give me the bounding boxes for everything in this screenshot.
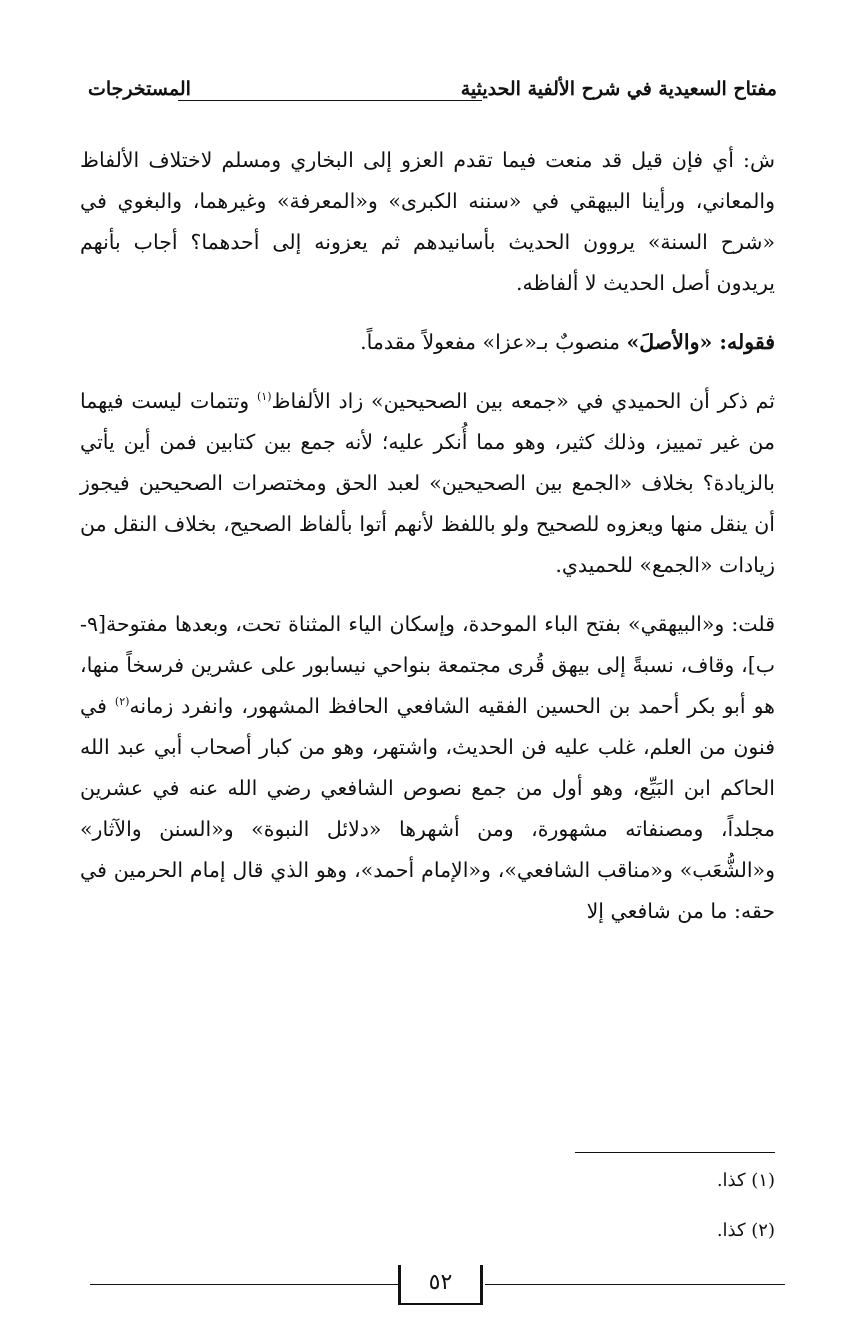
header-rule [178, 100, 482, 101]
footnote-separator [575, 1152, 775, 1153]
paragraph-4-part-2: في فنون من العلم، غلب عليه فن الحديث، واشتهر، وهو من كبار أصحاب أبي عبد الله الحاكم ابن البَيِّع، وهو أول من جمع نصوص الشافعي رضي الله عنه في عشرين مجلداً، ومصنفاته مشهورة، ومن أشهرها «دلائل النبوة» و«السنن والآثار» و«الشُّعَب» و«مناقب الشافعي»، و«الإمام أحمد»، وهو الذي قال إمام الحرمين في حقه: ما من شافعي إلا [80, 694, 775, 923]
footer-rule-left [90, 1284, 398, 1285]
paragraph-3-part-2: وتتمات ليست فيهما من غير تمييز، وذلك كثير، وهو مما أُنكر عليه؛ لأنه جمع بين كتابين فمن أين يأتي بالزيادة؟ بخلاف «الجمع بين الصحيحين» لعبد الحق ومختصرات الصحيحين فيجوز أن ينقل منها ويعزوه للصحيح ولو باللفظ لأنهم أتوا بألفاظ الصحيح، بخلاف النقل من زيادات «الجمع» للحميدي. [80, 389, 775, 577]
footnote-2: (٢) كذا. [716, 1220, 775, 1241]
paragraph-2 [80, 322, 775, 363]
footer-rule-right [485, 1284, 785, 1285]
main-text [80, 140, 775, 950]
page-number: ٥٢ [398, 1265, 483, 1305]
paragraph-4-part-1: قلت: و«البيهقي» بفتح الباء الموحدة، وإسكان الياء المثناة تحت، وبعدها مفتوحة[٩-ب]، وقاف، نسبةً إلى بيهق قُرى مجتمعة بنواحي نيسابور على عشرين فرسخاً منها، هو أبو بكر أحمد بن الحسين الفقيه الشافعي الحافظ المشهور، وانفرد زمانه [80, 612, 775, 718]
footnote-1: (١) كذا. [716, 1170, 775, 1191]
running-header [88, 78, 777, 112]
book-title: مفتاح السعيدية في شرح الألفية الحديثية [460, 78, 777, 100]
bold-lead: فقوله: «والأصلَ» [626, 330, 775, 354]
paragraph-4 [80, 604, 775, 932]
footnote-ref-1[interactable]: (١) [256, 390, 272, 404]
paragraph-1: ش: أي فإن قيل قد منعت فيما تقدم العزو إلى البخاري ومسلم لاختلاف الألفاظ والمعاني، ورأينا البيهقي في «سننه الكبرى» و«المعرفة» وغيرهما، والبغوي في «شرح السنة» يروون الحديث بأسانيدهم ثم يعزونه إلى أحدهما؟ أجاب بأنهم يريدون أصل الحديث لا ألفاظه. [80, 148, 775, 295]
chapter-title: المستخرجات [88, 78, 191, 100]
paragraph-3-part-1: ثم ذكر أن الحميدي في «جمعه بين الصحيحين» زاد الألفاظ [271, 389, 775, 413]
footnote-ref-2[interactable]: (٢) [114, 695, 130, 709]
paragraph-3 [80, 381, 775, 586]
paragraph-2-text: منصوبٌ بـ«عزا» مفعولاً مقدماً. [360, 330, 620, 354]
